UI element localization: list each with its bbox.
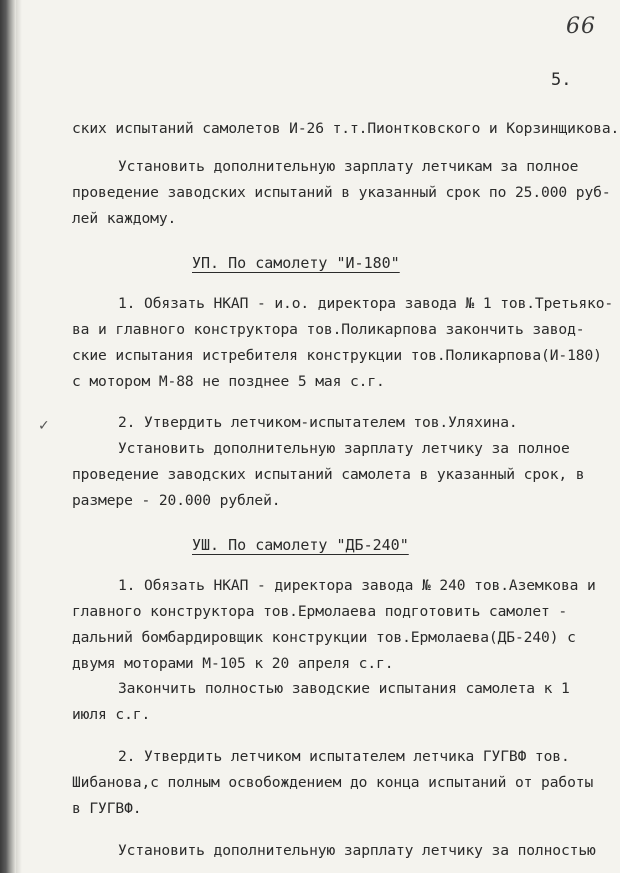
margin-check-mark: ✓ xyxy=(38,418,50,434)
text-line: Установить дополнительную зарплату летчикам за полное xyxy=(118,158,579,175)
text-line: главного конструктора тов.Ермолаева подготовить самолет - xyxy=(72,603,568,620)
text-line: Шибанова,с полным освобождением до конца испытаний от работы xyxy=(72,774,594,791)
text-line: двумя моторами М-105 к 20 апреля с.г. xyxy=(72,655,394,672)
text-line: 2. Утвердить летчиком испытателем летчика ГУГВФ тов. xyxy=(118,748,570,765)
text-line: ских испытаний самолетов И-26 т.т.Пионтковского и Корзинщикова. xyxy=(72,120,620,137)
section-heading-i180: УП. По самолету "И-180" xyxy=(192,254,400,272)
text-line: Установить дополнительную зарплату летчику за полное xyxy=(118,440,570,457)
text-line: 1. Обязать НКАП - и.о. директора завода № 1 тов.Третьяко- xyxy=(118,295,614,312)
text-line: июля с.г. xyxy=(72,706,151,723)
text-line: ские испытания истребителя конструкции тов.Поликарпова(И-180) xyxy=(72,347,602,364)
text-line: Установить дополнительную зарплату летчику за полностью xyxy=(118,842,596,859)
text-line: дальний бомбардировщик конструкции тов.Ермолаева(ДБ-240) с xyxy=(72,629,576,646)
text-line: с мотором М-88 не позднее 5 мая с.г. xyxy=(72,373,385,390)
text-line: 2. Утвердить летчиком-испытателем тов.Уляхина. xyxy=(118,414,518,431)
binding-shadow xyxy=(16,0,22,873)
text-line: проведение заводских испытаний в указанный срок по 25.000 руб- xyxy=(72,184,611,201)
text-line: размере - 20.000 рублей. xyxy=(72,492,281,509)
typed-page-number: 5. xyxy=(551,70,572,90)
text-line: лей каждому. xyxy=(72,210,177,227)
section-heading-db240: УШ. По самолету "ДБ-240" xyxy=(192,536,409,554)
text-line: ва и главного конструктора тов.Поликарпова закончить завод- xyxy=(72,321,585,338)
text-line: проведение заводских испытаний самолета в указанный срок, в xyxy=(72,466,585,483)
text-line: Закончить полностью заводские испытания самолета к 1 xyxy=(118,680,570,697)
handwritten-page-number: 66 xyxy=(566,14,596,39)
text-line: 1. Обязать НКАП - директора завода № 240 тов.Аземкова и xyxy=(118,577,596,594)
text-line: в ГУГВФ. xyxy=(72,800,142,817)
binding-edge xyxy=(0,0,16,873)
